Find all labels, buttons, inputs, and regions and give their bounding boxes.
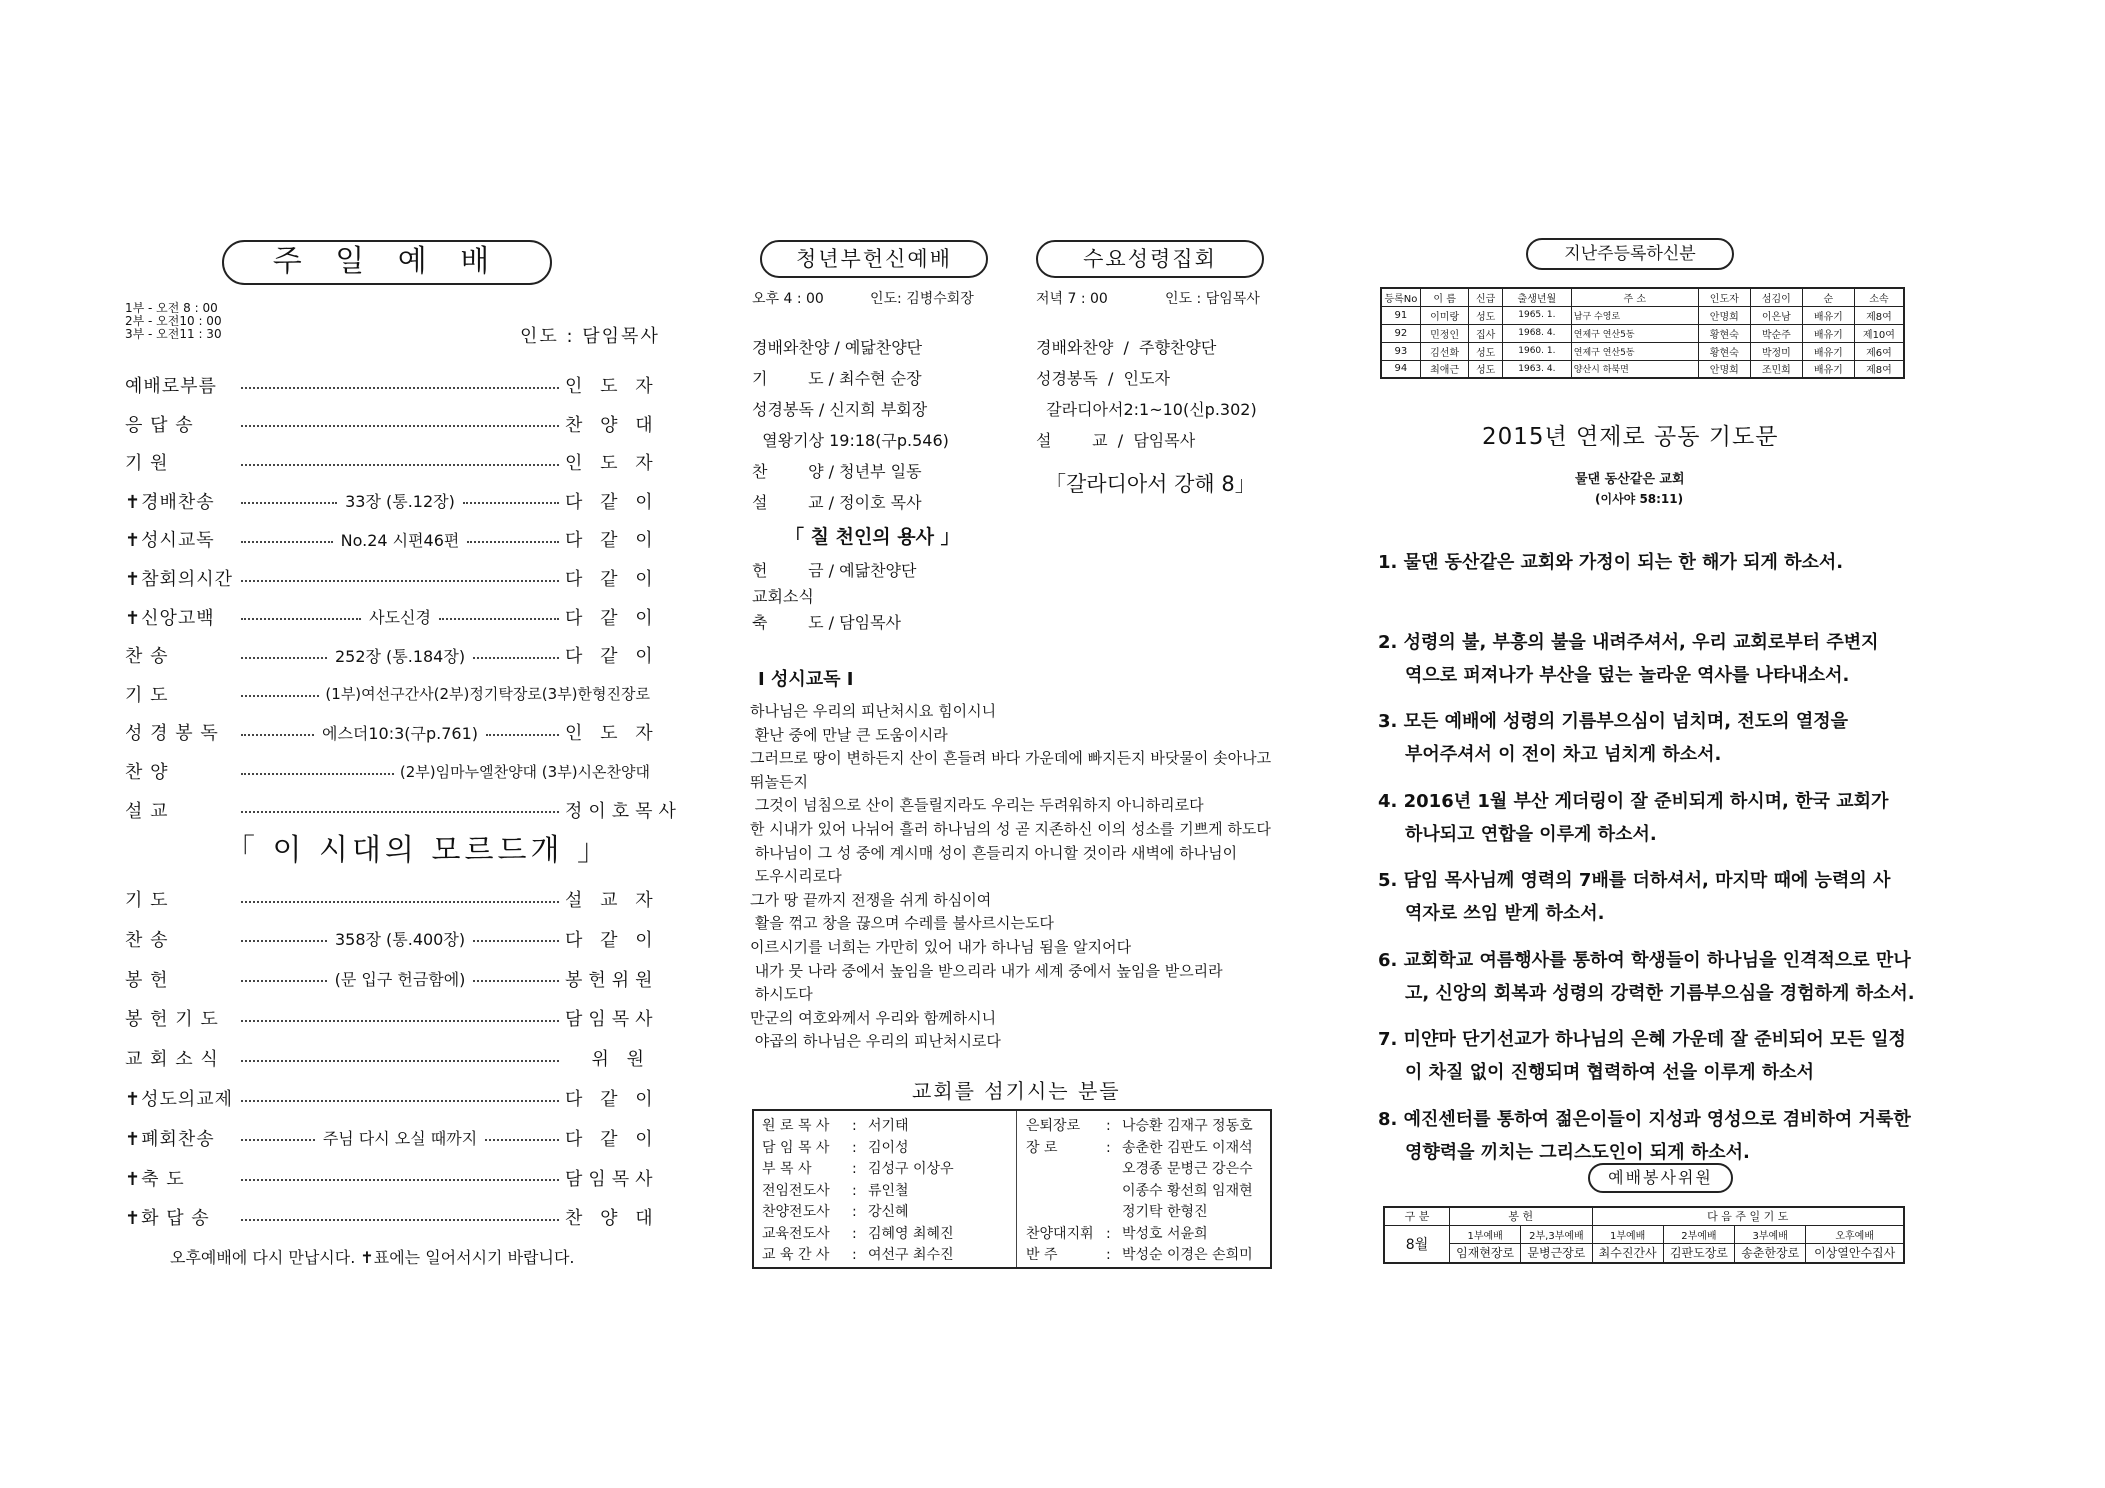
reading-line: 그것이 넘침으로 산이 흔들릴지라도 우리는 두려워하지 아니하리로다 <box>750 796 1204 815</box>
order-item-detail: No.24 시편46편 <box>340 530 460 550</box>
youth-program-item: 찬 양 / 청년부 일동 <box>752 462 922 481</box>
server-role: 담 임 목 사 <box>762 1139 830 1156</box>
youth-time: 오후 4 : 00 <box>752 291 824 307</box>
youth-program-item: 헌 금 / 예닮찬양단 <box>752 561 917 580</box>
leader-dots <box>473 979 559 982</box>
worship-title: 주 일 예 배 <box>272 244 502 279</box>
order-item <box>125 924 659 954</box>
newcomers-cell: 94 <box>1381 360 1420 378</box>
leader-dots <box>241 579 559 582</box>
newcomers-row <box>1381 360 1904 378</box>
newcomers-cell: 배유기 <box>1802 324 1854 342</box>
leader-dots <box>485 1138 559 1141</box>
order-item <box>125 679 650 709</box>
order-item-label: 찬 송 <box>125 646 169 668</box>
server-names: 박성호 서윤희 <box>1122 1225 1208 1242</box>
server-names: 오경종 문병근 강은수 <box>1122 1161 1253 1177</box>
order-item-detail: 주님 다시 오실 때까지 <box>322 1129 478 1149</box>
newcomers-cell: 연제구 연산5동 <box>1571 324 1698 342</box>
server-row <box>1026 1158 1253 1178</box>
prayer-subtitle: 물댄 동산같은 교회 <box>1575 472 1685 487</box>
server-role: 반 주 <box>1026 1247 1058 1263</box>
reading-line: 만군의 여호와께서 우리와 함께하시니 <box>750 1008 997 1027</box>
newcomers-cell: 1968. 4. <box>1502 324 1571 342</box>
server-colon: : <box>1106 1139 1111 1156</box>
prayer-item-line: 8. 예진센터를 통하여 젊은이들이 지성과 영성으로 겸비하여 거룩한 <box>1378 1108 1911 1130</box>
vol-val: 임재현장로 <box>1450 1243 1521 1263</box>
order-item-label: 봉 헌 기 도 <box>125 1009 219 1031</box>
leader-dots <box>241 1099 559 1102</box>
order-item <box>125 1123 659 1153</box>
order-item <box>125 524 659 554</box>
worship-leader: 인도 : 담임목사 <box>520 326 660 347</box>
order-item-label: 기 도 <box>125 684 169 706</box>
prayer-item-line: 6. 교회학교 여름행사를 통하여 학생들이 하나님을 인격적으로 만나 <box>1378 949 1911 971</box>
reading-line: 하나님은 우리의 피난처시요 힘이시니 <box>750 702 997 720</box>
newcomers-cell: 성도 <box>1469 306 1503 324</box>
server-row <box>762 1223 954 1243</box>
order-item-person: 다 같 이 <box>565 491 659 513</box>
order-item-label: 응 답 송 <box>125 414 194 436</box>
newcomers-cell: 1965. 1. <box>1502 306 1571 324</box>
leader-dots <box>241 656 327 659</box>
newcomers-header: 이 름 <box>1420 288 1469 306</box>
server-row <box>762 1201 909 1221</box>
newcomers-cell: 1960. 1. <box>1502 342 1571 360</box>
worship-title-box <box>222 240 552 285</box>
server-names: 류인철 <box>868 1182 909 1199</box>
wed-title: 수요성령집회 <box>1083 247 1217 271</box>
order-item-person: 인 도 자 <box>565 453 659 475</box>
newcomers-header: 신급 <box>1469 288 1503 306</box>
order-item-detail: 사도신경 <box>369 608 431 628</box>
newcomers-cell: 황현숙 <box>1698 342 1750 360</box>
vol-val: 이상열안수집사 <box>1806 1243 1904 1263</box>
server-names: 김이성 <box>868 1139 909 1156</box>
server-colon: : <box>1106 1247 1111 1263</box>
youth-program-item: 축 도 / 담임목사 <box>752 613 901 632</box>
server-row <box>762 1137 909 1157</box>
order-item-detail: (문 입구 헌금함에) <box>334 970 466 990</box>
vol-val: 문병근장로 <box>1521 1243 1592 1263</box>
newcomers-cell: 김선화 <box>1420 342 1469 360</box>
youth-program-item: 설 교 / 정이호 목사 <box>752 493 922 512</box>
volunteers-table <box>1383 1206 1905 1264</box>
newcomers-cell: 황현숙 <box>1698 324 1750 342</box>
server-colon: : <box>852 1225 857 1242</box>
leader-dots <box>439 617 559 620</box>
server-names: 나승환 김재구 정동호 <box>1122 1118 1253 1134</box>
newcomers-cell: 이은남 <box>1750 306 1802 324</box>
server-names: 서기태 <box>868 1118 909 1134</box>
order-item <box>125 563 659 593</box>
server-row <box>1026 1244 1253 1264</box>
order-item-person: 인 도 자 <box>565 376 659 397</box>
vol-sub: 1부예배 <box>1450 1225 1521 1243</box>
leader-dots <box>241 733 314 736</box>
order-item <box>125 602 659 632</box>
newcomers-cell: 제6여 <box>1854 342 1904 360</box>
wed-program-item: 성경봉독 / 인도자 <box>1036 369 1170 388</box>
server-colon: : <box>852 1118 857 1134</box>
leader-dots <box>467 540 559 543</box>
server-names: 여선구 최수진 <box>868 1247 954 1263</box>
newcomers-cell: 남구 수영로 <box>1571 306 1698 324</box>
leader-dots <box>241 617 361 620</box>
newcomers-cell: 성도 <box>1469 360 1503 378</box>
prayer-item-line: 이 차질 없이 진행되며 협력하여 선을 이루게 하소서 <box>1405 1062 1815 1083</box>
newcomers-cell: 제8여 <box>1854 306 1904 324</box>
server-colon: : <box>852 1247 857 1263</box>
service-times <box>125 302 222 341</box>
newcomers-cell: 민정인 <box>1420 324 1469 342</box>
newcomers-cell: 박순주 <box>1750 324 1802 342</box>
order-item-person: 다 같 이 <box>565 1128 659 1150</box>
worship-footer: 오후예배에 다시 만납시다. ✝표에는 일어서시기 바랍니다. <box>170 1248 575 1267</box>
order-item-person: 다 같 이 <box>565 929 659 951</box>
leader-dots <box>463 501 559 504</box>
prayer-item-line: 3. 모든 예배에 성령의 기름부으심이 넘치며, 전도의 열정을 <box>1378 711 1848 732</box>
server-row <box>1026 1223 1208 1243</box>
order-item-person: 찬 양 대 <box>565 1208 659 1230</box>
server-row <box>762 1158 954 1178</box>
order-item-label: 성 경 봉 독 <box>125 723 219 745</box>
order-item <box>125 1163 659 1193</box>
newcomers-header: 섬김이 <box>1750 288 1802 306</box>
order-item-person: 다 같 이 <box>565 607 659 629</box>
prayer-item-line: 하나되고 연합을 이루게 하소서. <box>1405 823 1657 845</box>
order-item <box>125 795 682 825</box>
newcomers-cell: 93 <box>1381 342 1420 360</box>
order-item-person: 다 같 이 <box>565 1089 659 1110</box>
order-item <box>125 1202 659 1232</box>
order-item <box>125 486 659 516</box>
order-item-label: 기 도 <box>125 890 169 911</box>
leader-dots <box>241 1178 559 1181</box>
server-row <box>1026 1180 1253 1200</box>
volunteers-title-box <box>1588 1163 1733 1193</box>
order-item-person: 봉헌위원 <box>565 969 659 991</box>
newcomers-cell: 91 <box>1381 306 1420 324</box>
order-item-person: 인 도 자 <box>565 723 659 745</box>
order-item-label: ✝신앙고백 <box>125 607 215 629</box>
order-item-detail: 252장 (통.184장) <box>334 646 466 666</box>
server-colon: : <box>1106 1225 1111 1242</box>
vol-sub: 오후예배 <box>1806 1225 1904 1243</box>
prayer-item-line: 고, 신앙의 회복과 성령의 강력한 기름부으심을 경험하게 하소서. <box>1405 982 1915 1004</box>
prayer-item-line: 부어주셔서 이 전이 차고 넘치게 하소서. <box>1405 744 1722 765</box>
reading-line: 그러므로 땅이 변하든지 산이 흔들려 바다 가운데에 빠지든지 바닷물이 솟아나고 <box>750 749 1272 768</box>
reading-line: 하나님이 그 성 중에 계시매 성이 흔들리지 아니할 것이라 새벽에 하나님이 <box>750 843 1238 862</box>
vol-month: 8월 <box>1384 1225 1450 1263</box>
leader-dots <box>241 1019 559 1022</box>
server-names: 김혜영 최혜진 <box>868 1225 954 1242</box>
order-item <box>125 964 659 994</box>
newcomers-cell: 집사 <box>1469 324 1503 342</box>
service-time: 2부 - 오전10 : 00 <box>125 314 222 328</box>
wed-sermon: 「갈라디아서 강해 8」 <box>1045 472 1256 496</box>
reading-line: 그가 땅 끝까지 전쟁을 쉬게 하심이여 <box>750 890 992 909</box>
order-item-person: 다 같 이 <box>565 569 659 590</box>
leader-dots <box>241 979 327 982</box>
server-row <box>1026 1115 1253 1135</box>
newcomers-header: 출생년월 <box>1502 288 1571 306</box>
reading-line: 하시도다 <box>750 985 813 1004</box>
leader-dots <box>241 501 337 504</box>
newcomers-cell: 안명희 <box>1698 360 1750 378</box>
youth-program-item: 기 도 / 최수현 순장 <box>752 369 922 388</box>
newcomers-cell: 성도 <box>1469 342 1503 360</box>
order-item <box>125 1083 659 1113</box>
order-item-person: 다 같 이 <box>565 646 659 668</box>
order-item-person: (1부)여선구간사(2부)정기탁장로(3부)한형진장로 <box>325 685 650 704</box>
vol-val: 김판도장로 <box>1663 1243 1734 1263</box>
prayer-item-line: 1. 물댄 동산같은 교회와 가정이 되는 한 해가 되게 하소서. <box>1378 552 1844 573</box>
order-item <box>125 884 659 914</box>
order-item-label: ✝성시교독 <box>125 530 215 552</box>
newcomers-title-box <box>1526 238 1734 270</box>
order-item-label: 봉 헌 <box>125 969 169 991</box>
prayer-item-line: 영향력을 끼치는 그리스도인이 되게 하소서. <box>1405 1141 1750 1163</box>
vol-head-prayer: 다 음 주 일 기 도 <box>1592 1207 1904 1225</box>
server-role: 찬양전도사 <box>762 1204 830 1220</box>
order-item <box>125 1003 659 1033</box>
leader-dots <box>241 772 394 775</box>
leader-dots <box>241 900 559 903</box>
youth-title: 청년부헌신예배 <box>795 247 952 271</box>
volunteers-title: 예배봉사위원 <box>1608 1168 1713 1187</box>
wed-title-box <box>1036 240 1264 278</box>
newcomers-row <box>1381 342 1904 360</box>
leader-dots <box>241 810 559 813</box>
server-names: 강신혜 <box>868 1204 909 1220</box>
youth-leader: 인도: 김병수회장 <box>870 291 974 307</box>
vol-val: 송춘한장로 <box>1735 1243 1806 1263</box>
servers-box <box>752 1109 1272 1269</box>
order-item <box>125 756 650 786</box>
newcomers-title: 지난주등록하신분 <box>1564 244 1696 264</box>
order-item-label: ✝경배찬송 <box>125 491 215 513</box>
newcomers-header: 순 <box>1802 288 1854 306</box>
server-row <box>762 1115 909 1135</box>
server-row <box>1026 1201 1208 1221</box>
prayer-item-line: 역으로 퍼져나가 부산을 덮는 놀라운 역사를 나타내소서. <box>1405 664 1850 686</box>
order-item-detail: 에스더10:3(구p.761) <box>321 723 479 743</box>
prayer-item-line: 역자로 쓰임 받게 하소서. <box>1405 903 1605 924</box>
reading-title: I 성시교독 I <box>758 669 854 690</box>
server-role: 교육전도사 <box>762 1225 830 1242</box>
server-names: 박성순 이경은 손희미 <box>1122 1247 1253 1263</box>
order-item-label: 찬 송 <box>125 929 169 951</box>
server-colon: : <box>852 1182 857 1199</box>
leader-dots <box>241 694 319 697</box>
order-item <box>125 717 659 747</box>
prayer-item-line: 5. 담임 목사님께 영력의 7배를 더하셔서, 마지막 때에 능력의 사 <box>1378 870 1891 891</box>
order-item-label: 기 원 <box>125 453 169 475</box>
server-colon: : <box>852 1204 857 1220</box>
server-role: 교 육 간 사 <box>762 1247 830 1263</box>
wed-program-item: 설 교 / 담임목사 <box>1036 431 1196 450</box>
order-item-person: 위 원 <box>591 1049 650 1071</box>
newcomers-cell: 제8여 <box>1854 360 1904 378</box>
newcomers-cell: 배유기 <box>1802 306 1854 324</box>
newcomers-header: 인도자 <box>1698 288 1750 306</box>
vol-sub: 1부예배 <box>1592 1225 1663 1243</box>
wed-program-item: 경배와찬양 / 주향찬양단 <box>1036 338 1217 357</box>
reading-line: 한 시내가 있어 나뉘어 흘러 하나님의 성 곧 지존하신 이의 성소를 기쁘게 하도다 <box>750 820 1271 838</box>
vol-sub: 3부예배 <box>1735 1225 1806 1243</box>
youth-program-item: 교회소식 <box>752 587 814 606</box>
leader-dots <box>473 939 559 942</box>
newcomers-cell: 92 <box>1381 324 1420 342</box>
newcomers-header: 주 소 <box>1571 288 1698 306</box>
sermon-title: 「 이 시대의 모르드개 」 <box>225 833 611 868</box>
leader-dots <box>241 1059 559 1062</box>
prayer-title: 2015년 연제로 공동 기도문 <box>1482 424 1779 450</box>
reading-line: 이르시기를 너희는 가만히 있어 내가 하나님 됨을 알지어다 <box>750 938 1132 956</box>
leader-dots <box>241 1138 315 1141</box>
newcomers-row <box>1381 306 1904 324</box>
order-item <box>125 409 659 439</box>
order-item-detail: 358장 (통.400장) <box>334 930 466 950</box>
reading-line: 환난 중에 만날 큰 도움이시라 <box>750 725 948 744</box>
order-item-person: 담임목사 <box>565 1168 659 1190</box>
youth-title-box <box>760 240 988 278</box>
server-names: 정기탁 한형진 <box>1122 1204 1208 1220</box>
order-item-person: 정이호목사 <box>565 800 682 822</box>
wed-time: 저녁 7 : 00 <box>1036 291 1108 307</box>
newcomers-cell: 조민희 <box>1750 360 1802 378</box>
newcomers-row <box>1381 324 1904 342</box>
server-colon: : <box>852 1161 857 1177</box>
vol-sub: 2부예배 <box>1663 1225 1734 1243</box>
prayer-item-line: 4. 2016년 1월 부산 게더링이 잘 준비되게 하시며, 한국 교회가 <box>1378 790 1889 812</box>
newcomers-cell: 양산시 하북면 <box>1571 360 1698 378</box>
order-item-label: ✝성도의교제 <box>125 1089 234 1110</box>
server-role: 부 목 사 <box>762 1161 812 1177</box>
leader-dots <box>241 1218 559 1221</box>
order-item <box>125 640 659 670</box>
server-role: 장 로 <box>1026 1139 1058 1156</box>
order-item-label: 찬 양 <box>125 762 169 783</box>
leader-dots <box>241 463 559 466</box>
wed-leader: 인도 : 담임목사 <box>1165 291 1260 307</box>
order-item-person: 설 교 자 <box>565 890 659 911</box>
leader-dots <box>486 733 559 736</box>
order-item-person: 담임목사 <box>565 1009 659 1031</box>
newcomers-header: 소속 <box>1854 288 1904 306</box>
newcomers-cell: 제10여 <box>1854 324 1904 342</box>
order-item-person: (2부)임마누엘찬양대 (3부)시온찬양대 <box>399 762 650 781</box>
newcomers-header: 등록No <box>1381 288 1420 306</box>
server-names: 송춘한 김판도 이재석 <box>1122 1139 1253 1156</box>
order-item-label: ✝축 도 <box>125 1168 185 1190</box>
reading-line: 도우시리로다 <box>750 867 842 886</box>
order-item-person: 찬 양 대 <box>565 414 659 436</box>
service-time: 3부 - 오전11 : 30 <box>125 327 222 341</box>
order-item-label: ✝참회의시간 <box>125 569 234 590</box>
leader-dots <box>241 386 559 389</box>
server-row <box>762 1244 954 1264</box>
newcomers-cell: 배유기 <box>1802 342 1854 360</box>
server-names: 이종수 황선희 임재현 <box>1122 1182 1253 1199</box>
server-role: 전임전도사 <box>762 1182 830 1199</box>
reading-line: 내가 뭇 나라 중에서 높임을 받으리라 내가 세계 중에서 높임을 받으리라 <box>750 961 1223 980</box>
newcomers-cell: 배유기 <box>1802 360 1854 378</box>
order-item-label: 교 회 소 식 <box>125 1049 219 1071</box>
order-item-label: ✝폐회찬송 <box>125 1128 215 1150</box>
order-item <box>125 1043 650 1073</box>
server-role: 은퇴장로 <box>1026 1118 1081 1134</box>
server-role: 원 로 목 사 <box>762 1118 830 1134</box>
leader-dots <box>241 939 327 942</box>
reading-line: 뛰놀든지 <box>750 772 808 791</box>
newcomers-cell: 이미랑 <box>1420 306 1469 324</box>
order-item-person: 다 같 이 <box>565 530 659 552</box>
leader-dots <box>473 656 559 659</box>
newcomers-cell: 연제구 연산5동 <box>1571 342 1698 360</box>
reading-line: 활을 꺾고 창을 끊으며 수레를 불사르시는도다 <box>750 914 1054 933</box>
server-colon: : <box>1106 1118 1111 1134</box>
prayer-item-line: 7. 미얀마 단기선교가 하나님의 은혜 가운데 잘 준비되어 모든 일정 <box>1378 1029 1906 1050</box>
prayer-verse: (이사야 58:11) <box>1595 492 1684 506</box>
server-row <box>1026 1137 1253 1157</box>
order-item-label: 설 교 <box>125 800 169 822</box>
newcomers-cell: 안명희 <box>1698 306 1750 324</box>
newcomers-cell: 최애근 <box>1420 360 1469 378</box>
server-role: 찬양대지휘 <box>1026 1225 1094 1242</box>
youth-program-item: 열왕기상 19:18(구p.546) <box>752 431 949 450</box>
youth-program-item: 성경봉독 / 신지희 부회장 <box>752 400 928 419</box>
order-item-label: ✝화 답 송 <box>125 1208 210 1230</box>
reading-line: 야곱의 하나님은 우리의 피난처시로다 <box>750 1032 1001 1051</box>
youth-sermon: 「 칠 천인의 용사 」 <box>785 526 960 548</box>
vol-sub: 2부,3부예배 <box>1521 1225 1592 1243</box>
leader-dots <box>241 424 559 427</box>
newcomers-cell: 1963. 4. <box>1502 360 1571 378</box>
prayer-item-line: 2. 성령의 불, 부흥의 불을 내려주셔서, 우리 교회로부터 주변지 <box>1378 631 1879 653</box>
vol-head-gubun: 구 분 <box>1384 1207 1450 1225</box>
server-colon: : <box>852 1139 857 1156</box>
server-row <box>762 1180 909 1200</box>
order-item-label: 예배로부름 <box>125 376 217 397</box>
youth-program-item: 경배와찬양 / 예닮찬양단 <box>752 338 923 357</box>
vol-head-offer: 봉 헌 <box>1450 1207 1593 1225</box>
leader-dots <box>241 540 333 543</box>
order-item <box>125 370 659 400</box>
vol-val: 최수진간사 <box>1592 1243 1663 1263</box>
order-item-detail: 33장 (통.12장) <box>345 492 455 512</box>
newcomers-cell: 박정미 <box>1750 342 1802 360</box>
newcomers-table <box>1380 287 1905 379</box>
service-time: 1부 - 오전 8 : 00 <box>125 301 218 315</box>
wed-program-item: 갈라디아서2:1~10(신p.302) <box>1036 400 1257 419</box>
server-names: 김성구 이상우 <box>868 1161 954 1177</box>
servers-title: 교회를 섬기시는 분들 <box>912 1079 1121 1103</box>
order-item <box>125 447 659 477</box>
